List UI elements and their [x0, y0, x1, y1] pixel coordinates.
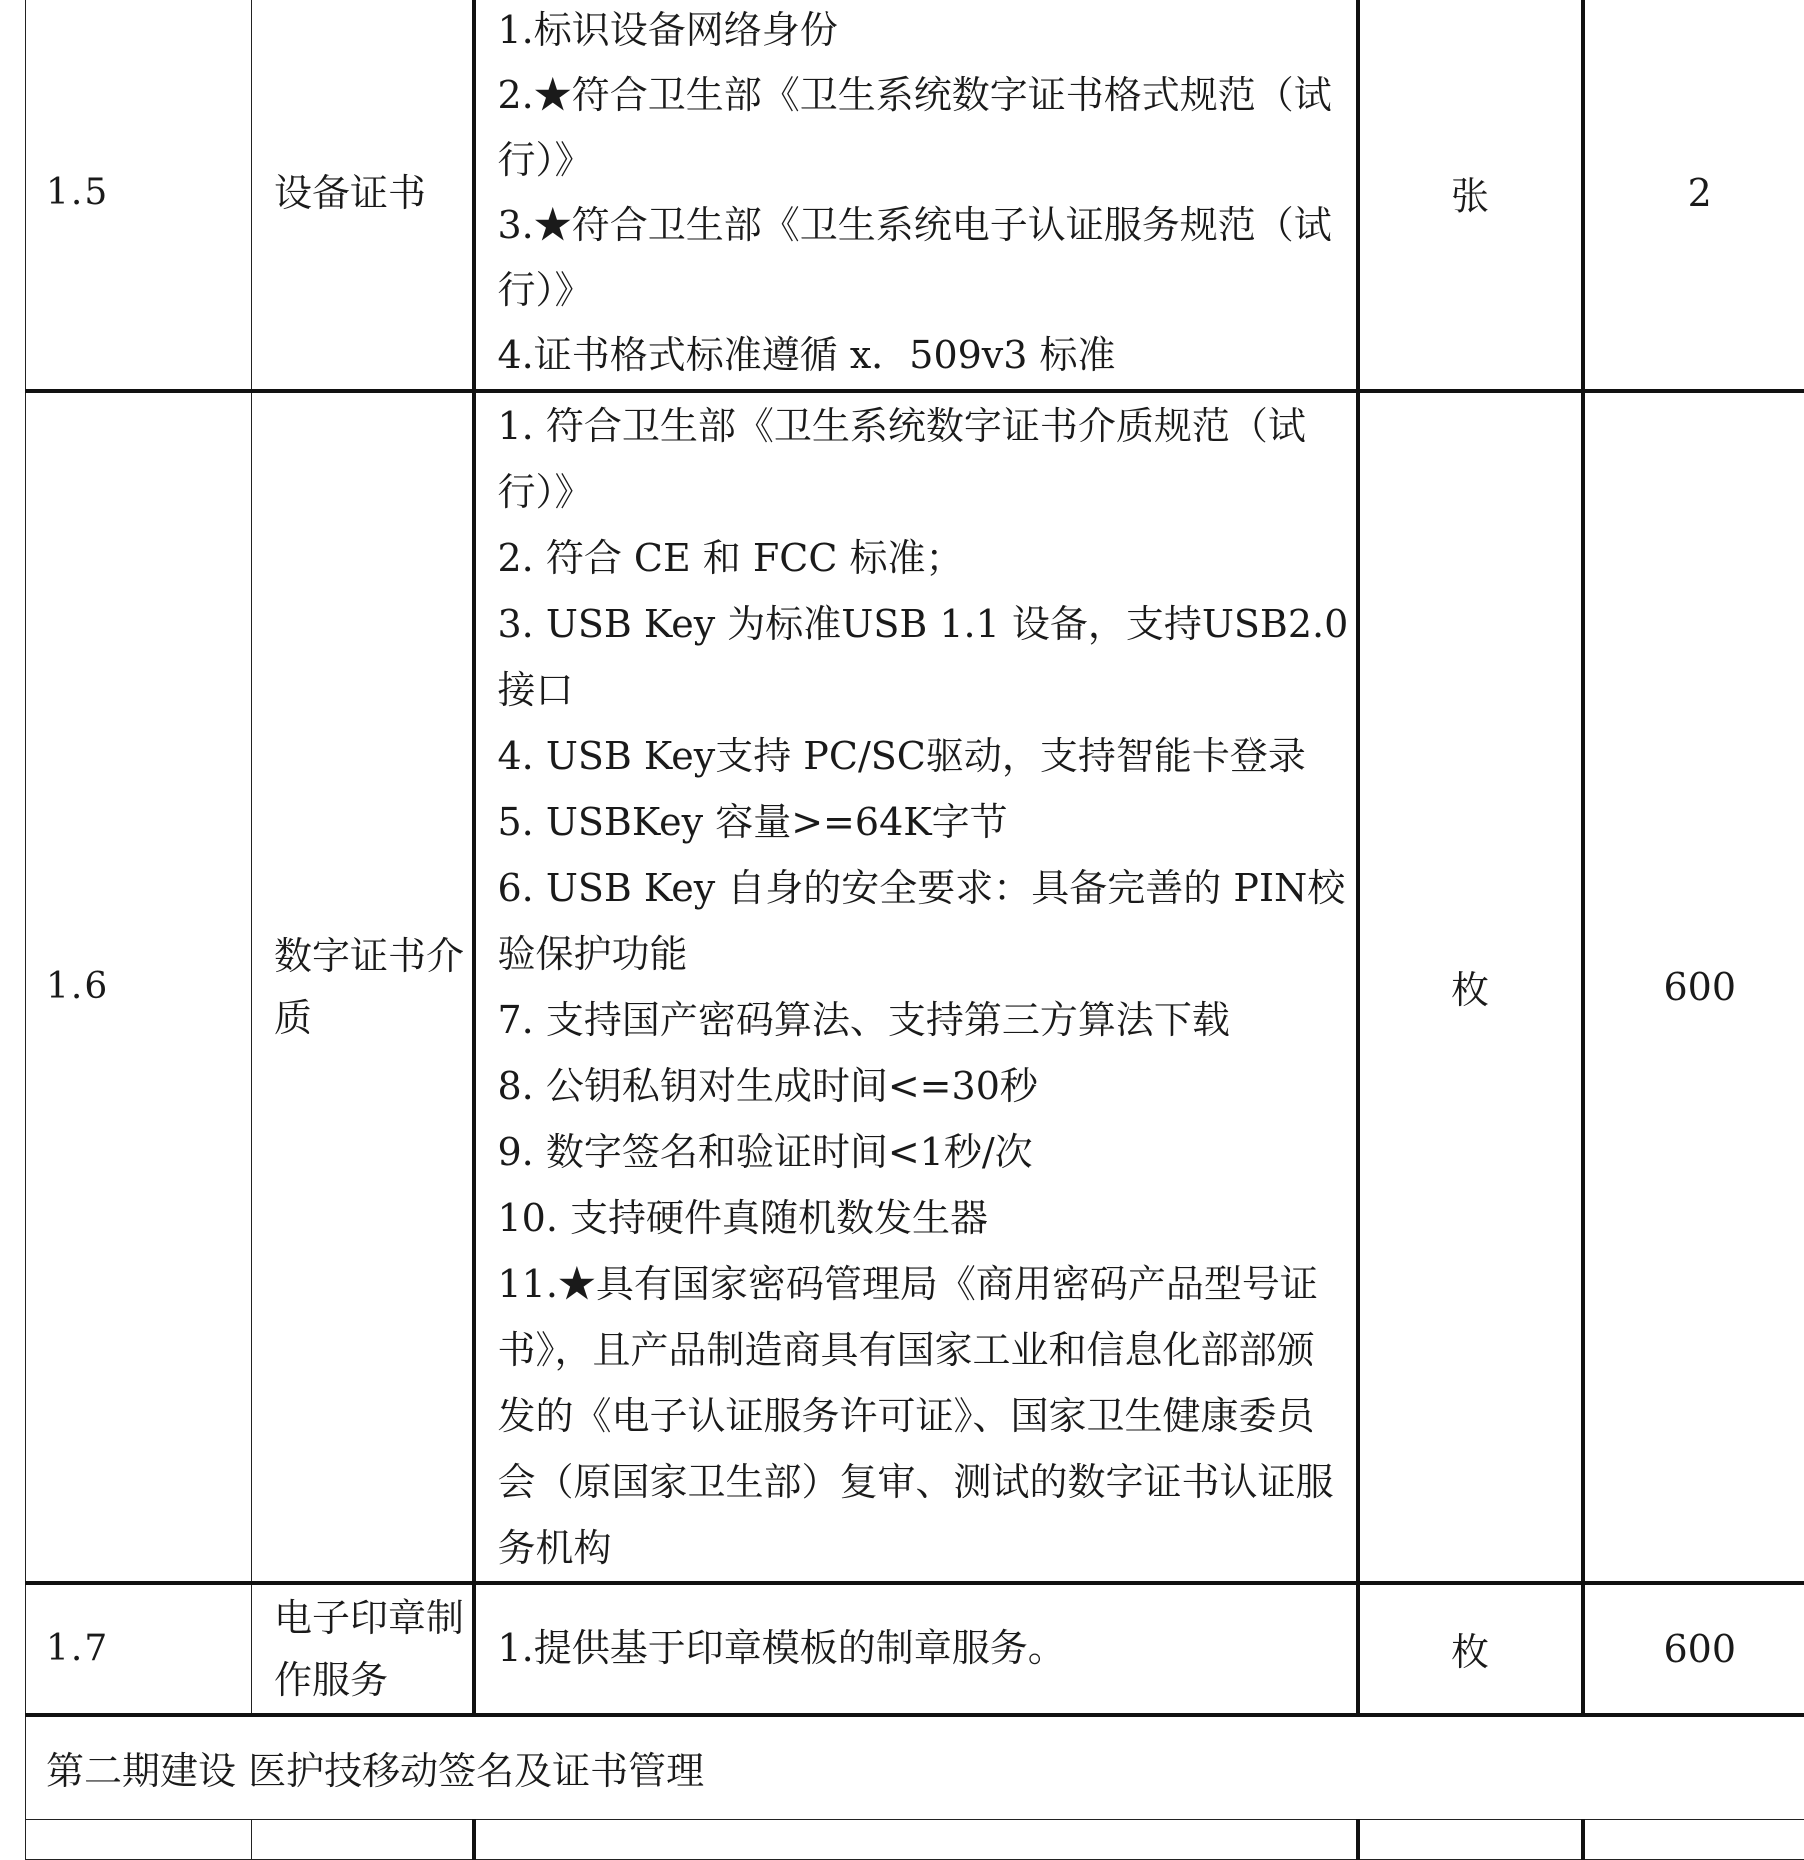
table-cell — [26, 1819, 252, 1859]
item-unit: 枚 — [1358, 391, 1583, 1583]
requirement-line: 4.证书格式标准遵循 x．509v3 标准 — [498, 323, 1350, 388]
requirement-line: 2.★符合卫生部《卫生系统数字证书格式规范（试行）》 — [498, 63, 1350, 193]
requirement-line: 9. 数字签名和验证时间<1秒/次 — [498, 1119, 1350, 1185]
item-unit: 张 — [1358, 0, 1583, 391]
table-row — [26, 1715, 1804, 1820]
item-requirements — [474, 391, 1358, 1583]
table-cell — [1358, 1819, 1583, 1859]
table-row — [26, 0, 1804, 391]
requirement-line: 3.★符合卫生部《卫生系统电子认证服务规范（试行）》 — [498, 193, 1350, 323]
requirement-line: 11.★具有国家密码管理局《商用密码产品型号证书》，且产品制造商具有国家工业和信息化部部颁发的《电子认证服务许可证》、国家卫生健康委员会（原国家卫生部）复审、测试的数字证书认证服务机构 — [498, 1251, 1350, 1581]
table-cell — [252, 1819, 474, 1859]
item-quantity: 600 — [1583, 391, 1804, 1583]
requirements-table — [25, 0, 1804, 1860]
requirement-line: 1. 符合卫生部《卫生系统数字证书介质规范（试行）》 — [498, 393, 1350, 525]
item-requirements — [474, 1583, 1358, 1715]
requirement-line: 1.提供基于印章模板的制章服务。 — [498, 1616, 1350, 1681]
item-name: 设备证书 — [252, 0, 474, 391]
item-name: 数字证书介质 — [252, 391, 474, 1583]
phase-heading: 第二期建设 医护技移动签名及证书管理 — [26, 1715, 1804, 1820]
table-cell — [474, 1819, 1358, 1859]
item-code: 1.7 — [26, 1583, 252, 1715]
requirement-line: 4. USB Key支持 PC/SC驱动，支持智能卡登录 — [498, 723, 1350, 789]
requirement-line: 3. USB Key 为标准USB 1.1 设备，支持USB2.0接口 — [498, 591, 1350, 723]
table-cell — [1583, 1819, 1804, 1859]
item-quantity: 600 — [1583, 1583, 1804, 1715]
requirement-line: 6. USB Key 自身的安全要求：具备完善的 PIN校验保护功能 — [498, 855, 1350, 987]
requirement-line: 10. 支持硬件真随机数发生器 — [498, 1185, 1350, 1251]
item-quantity: 2 — [1583, 0, 1804, 391]
requirement-line: 5. USBKey 容量>=64K字节 — [498, 789, 1350, 855]
table-row — [26, 1583, 1804, 1715]
item-name: 电子印章制作服务 — [252, 1583, 474, 1715]
item-requirements — [474, 0, 1358, 391]
requirement-line: 7. 支持国产密码算法、支持第三方算法下载 — [498, 987, 1350, 1053]
requirement-line: 1.标识设备网络身份 — [498, 0, 1350, 63]
item-unit: 枚 — [1358, 1583, 1583, 1715]
table-row — [26, 1819, 1804, 1859]
item-code: 1.6 — [26, 391, 252, 1583]
requirement-line: 8. 公钥私钥对生成时间<=30秒 — [498, 1053, 1350, 1119]
table-row — [26, 391, 1804, 1583]
item-code: 1.5 — [26, 0, 252, 391]
requirement-line: 2. 符合 CE 和 FCC 标准； — [498, 525, 1350, 591]
